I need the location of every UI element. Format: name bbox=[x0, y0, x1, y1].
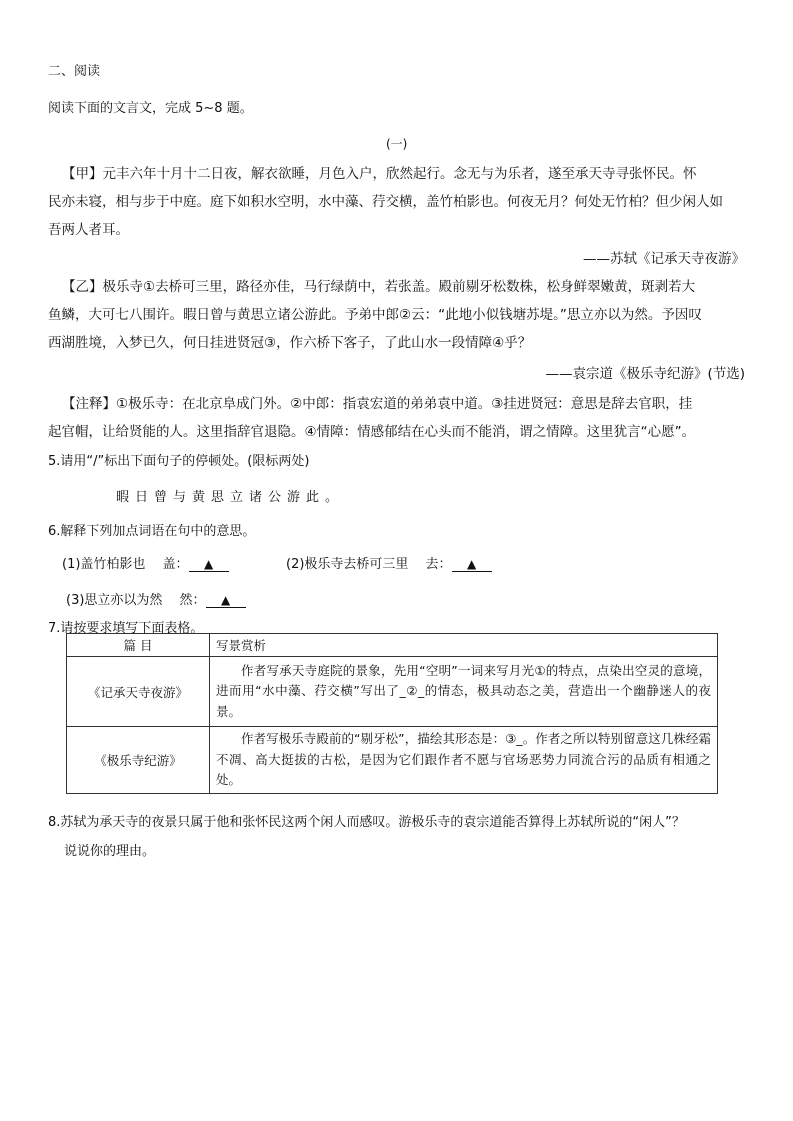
yi-line-1: 极乐寺①去桥可三里，路径亦佳，马行绿荫中，若张盖。殿前剔牙松数株，松身鲜翠嫩黄，斑剥若大 bbox=[102, 279, 696, 295]
instruction: 阅读下面的文言文，完成 5~8 题。 bbox=[48, 101, 253, 116]
jia-line-3: 吾两人者耳。 bbox=[48, 222, 129, 238]
jia-label: 【甲】 bbox=[62, 166, 103, 182]
yi-source: ——袁宗道《极乐寺纪游》(节选) bbox=[545, 366, 745, 382]
q6-item-3: (3)思立亦以为然 然： bbox=[66, 593, 206, 608]
jia-source: ——苏轼《记承天寺夜游》 bbox=[583, 251, 745, 267]
q6-item-1: (1)盖竹柏影也 盖： bbox=[62, 557, 189, 572]
table-row-2-title: 《极乐寺纪游》 bbox=[67, 727, 210, 794]
q6-text: 6.解释下列加点词语在句中的意思。 bbox=[48, 524, 256, 539]
q5-sentence: 暇日曾与黄思立诸公游此。 bbox=[116, 490, 345, 505]
yi-line-2: 鱼鳞，大可七八围许。暇日曾与黄思立诸公游此。予弟中郎②云：“此地小似钱塘苏堤。”思立亦以为然。予因叹 bbox=[48, 307, 702, 323]
q5-text: 5.请用“/”标出下面句子的停顿处。(限标两处) bbox=[48, 454, 310, 469]
table-row-1-title: 《记承天寺夜游》 bbox=[67, 657, 210, 727]
q6-answer-blank-2[interactable]: ▲ bbox=[452, 557, 492, 572]
part-label: (一) bbox=[386, 137, 408, 151]
q6-item-2: (2)极乐寺去桥可三里 去： bbox=[286, 557, 452, 572]
q7-text: 7.请按要求填写下面表格。 bbox=[48, 621, 204, 636]
table-row-2-text: 作者写极乐寺殿前的“剔牙松”，描绘其形态是：③_。作者之所以特别留意这几株经霜不凋、高大挺拔的古松，是因为它们跟作者不愿与官场恶势力同流合污的品质有相通之处。 bbox=[210, 727, 718, 794]
section-title: 二、阅读 bbox=[48, 64, 101, 79]
yi-line-3: 西湖胜境，入梦已久，何日挂进贤冠③，作六桥下客子，了此山水一段情障④乎？ bbox=[48, 335, 532, 351]
notes-line-1: ①极乐寺：在北京阜成门外。②中郎：指袁宏道的弟弟袁中道。③挂进贤冠：意思是辞去官职，挂 bbox=[116, 396, 693, 412]
q6-answer-blank-3[interactable]: ▲ bbox=[206, 593, 246, 608]
jia-line-2: 民亦未寝，相与步于中庭。庭下如积水空明，水中藻、荇交横，盖竹柏影也。何夜无月？何处无竹柏？但少闲人如 bbox=[48, 194, 723, 210]
q8-line-2: 说说你的理由。 bbox=[64, 844, 156, 859]
notes-label: 【注释】 bbox=[62, 396, 116, 412]
q8-line-1: 8.苏轼为承天寺的夜景只属于他和张怀民这两个闲人而感叹。游极乐寺的袁宗道能否算得上苏轼所说的“闲人”？ bbox=[48, 815, 685, 830]
table-row-1-text: 作者写承天寺庭院的景象，先用“空明”一词来写月光①的特点，点染出空灵的意境，进而用“水中藻、荇交横”写出了_②_的情态，极具动态之美，营造出一个幽静迷人的夜景。 bbox=[210, 657, 718, 727]
appreciation-table bbox=[66, 633, 718, 794]
yi-label: 【乙】 bbox=[62, 279, 103, 295]
table-header-appreciation: 写景赏析 bbox=[210, 634, 718, 657]
jia-line-1: 元丰六年十月十二日夜，解衣欲睡，月色入户，欣然起行。念无与为乐者，遂至承天寺寻张怀民。怀 bbox=[102, 166, 697, 182]
table-header-title: 篇 目 bbox=[67, 634, 210, 657]
q6-answer-blank-1[interactable]: ▲ bbox=[189, 557, 229, 572]
notes-line-2: 起官帽，让给贤能的人。这里指辞官退隐。④情障：情感郁结在心头而不能消，谓之情障。这里犹言“心愿”。 bbox=[48, 424, 696, 440]
